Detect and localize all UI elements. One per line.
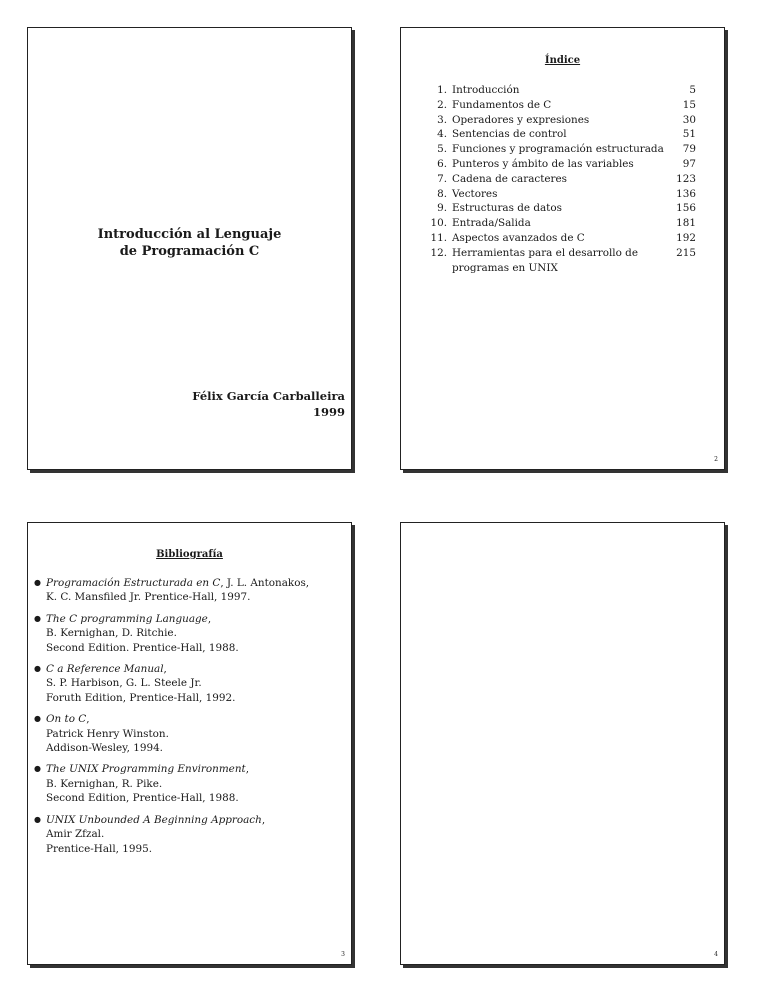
toc-entry-page: 156 — [676, 202, 696, 215]
book-authors: S. P. Harbison, G. L. Steele Jr. — [46, 677, 202, 690]
toc-entry — [421, 113, 696, 128]
book-title: The UNIX Programming Environment — [46, 763, 246, 776]
author-block — [192, 388, 345, 420]
toc-entry-number: 6. — [437, 157, 447, 170]
book-info: , J. L. Antonakos, — [220, 577, 310, 589]
index-heading: Índice — [544, 55, 581, 66]
toc-entry — [421, 142, 696, 157]
toc-entry-title: Sentencias de control — [452, 128, 567, 141]
book-title: UNIX Unbounded A Beginning Approach — [46, 813, 262, 826]
book-info: , — [245, 763, 249, 776]
title-page — [27, 27, 352, 470]
bibliography-item — [34, 712, 345, 755]
book-authors: B. Kernighan, R. Pike. — [46, 777, 163, 790]
toc-entry-number: 7. — [437, 172, 447, 185]
toc-entry-number: 1. — [437, 84, 447, 96]
bibliography-item — [34, 762, 345, 805]
toc-entry-title: Operadores y expresiones — [452, 113, 590, 126]
book-details: K. C. Mansfiled Jr. Prentice-Hall, 1997. — [46, 591, 251, 604]
toc-entry-page: 30 — [682, 113, 696, 126]
toc-entry — [421, 231, 696, 246]
book-info: , — [261, 813, 266, 826]
book-title: On to C — [46, 713, 87, 726]
bullet-icon: ● — [34, 613, 41, 623]
toc-entry-title: Fundamentos de C — [452, 98, 552, 111]
toc-entry-number: 8. — [437, 187, 447, 200]
toc-entry-title: Cadena de caracteres — [452, 172, 568, 185]
bullet-icon: ● — [34, 578, 41, 587]
toc-entry — [421, 187, 696, 202]
toc-entry-page: 215 — [676, 246, 696, 259]
book-publication: Foruth Edition, Prentice-Hall, 1992. — [46, 691, 236, 704]
toc-entry-number: 10. — [430, 217, 447, 230]
bibliography-item — [34, 813, 345, 856]
toc-entry-page: 136 — [676, 187, 696, 200]
toc-entry — [421, 172, 696, 187]
toc-entry-number: 11. — [430, 231, 447, 244]
toc-entry-title: Punteros y ámbito de las variables — [452, 157, 634, 170]
page-number: 3 — [341, 951, 345, 958]
book-publication: Prentice-Hall, 1995. — [46, 842, 153, 855]
blank-page — [400, 522, 725, 965]
bibliography-item — [34, 662, 345, 705]
bibliography-list — [34, 576, 345, 863]
toc-entry-page: 5 — [689, 84, 696, 96]
toc-entry — [421, 98, 696, 113]
book-authors: Patrick Henry Winston. — [46, 727, 169, 740]
bullet-icon: ● — [34, 764, 41, 774]
publication-year: 1999 — [312, 405, 345, 419]
table-of-contents — [421, 83, 696, 275]
toc-entry-number: 5. — [437, 143, 447, 156]
toc-entry-page: 51 — [682, 128, 696, 141]
toc-entry-number: 3. — [437, 113, 447, 126]
toc-entry-number: 12. — [430, 246, 447, 259]
author-name: Félix García Carballeira — [192, 389, 345, 403]
toc-entry — [421, 216, 696, 231]
book-authors: B. Kernighan, D. Ritchie. — [46, 627, 177, 640]
toc-entry-page: 97 — [682, 157, 696, 170]
bullet-icon: ● — [34, 814, 41, 824]
toc-entry-title: Herramientas para el desarrollo de programas en UNIX — [452, 246, 638, 274]
book-info: , — [163, 663, 167, 676]
bibliography-heading: Bibliografía — [156, 549, 223, 560]
toc-entry-number: 2. — [437, 98, 447, 111]
book-publication: Second Edition. Prentice-Hall, 1988. — [46, 641, 239, 654]
toc-entry — [421, 201, 696, 216]
index-page — [400, 27, 725, 470]
book-title: The C programming Language — [46, 612, 208, 625]
toc-entry-page: 15 — [682, 98, 696, 111]
toc-entry-number: 9. — [437, 202, 447, 215]
book-info: , — [86, 713, 90, 726]
title-line-2: de Programación C — [119, 244, 260, 259]
toc-entry-title: Introducción — [452, 84, 520, 96]
book-title: C a Reference Manual — [46, 663, 164, 676]
toc-entry-page: 79 — [682, 143, 696, 156]
bullet-icon: ● — [34, 664, 41, 674]
page-number: 2 — [714, 456, 718, 463]
book-info: , — [207, 612, 212, 625]
bibliography-item — [34, 576, 345, 605]
toc-entry-page: 192 — [676, 231, 696, 244]
toc-entry — [421, 157, 696, 172]
toc-entry-title: Funciones y programación estructurada — [452, 143, 664, 156]
toc-entry — [421, 83, 696, 98]
book-authors: Amir Zfzal. — [46, 828, 105, 841]
bullet-icon: ● — [34, 714, 41, 724]
book-title: Programación Estructurada en C — [46, 577, 221, 589]
title-line-1: Introducción al Lenguaje — [97, 227, 282, 242]
toc-entry — [421, 246, 696, 276]
book-publication: Addison-Wesley, 1994. — [46, 742, 163, 755]
toc-entry — [421, 127, 696, 142]
toc-entry-title: Entrada/Salida — [452, 217, 531, 230]
toc-entry-title: Vectores — [452, 187, 498, 200]
bibliography-item — [34, 612, 345, 655]
toc-entry-number: 4. — [437, 128, 447, 141]
bibliography-page — [27, 522, 352, 965]
document-title — [28, 226, 351, 260]
toc-entry-page: 181 — [676, 217, 696, 230]
page-number: 4 — [714, 951, 718, 958]
book-publication: Second Edition, Prentice-Hall, 1988. — [46, 792, 239, 805]
toc-entry-title: Estructuras de datos — [452, 202, 562, 215]
toc-entry-page: 123 — [676, 172, 696, 185]
toc-entry-title: Aspectos avanzados de C — [452, 231, 585, 244]
